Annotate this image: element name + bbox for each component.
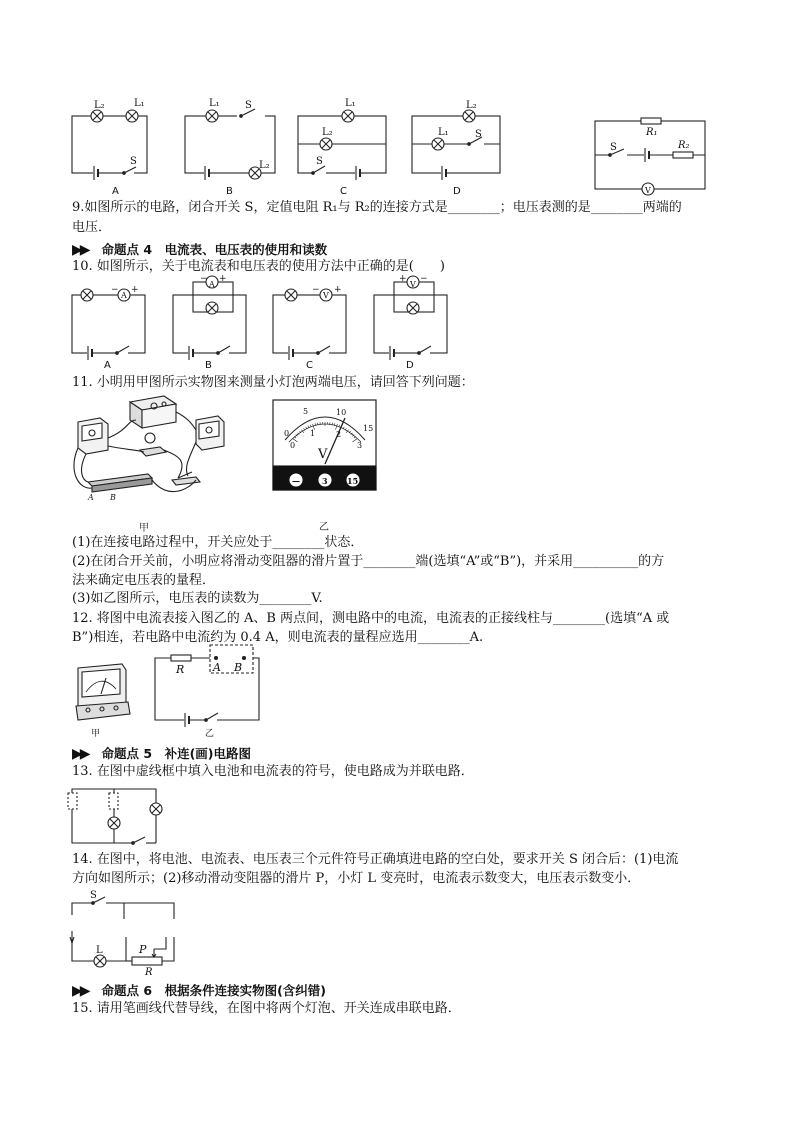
q10d-voltmeter-label: V xyxy=(410,280,416,289)
meter-inner-tick-2: 2 xyxy=(336,430,342,439)
q14-p-label: P xyxy=(139,943,147,956)
q10-question: 10. 如图所示，关于电流表和电压表的使用方法中正确的是( ) xyxy=(72,259,445,274)
q12-r-label: R xyxy=(176,663,185,676)
section-6-title: 命题点 6 根据条件连接实物图(含纠错) xyxy=(101,983,327,998)
chevron-right-icon: ▶▶ xyxy=(72,242,88,258)
q8d-l2-label: L₂ xyxy=(466,100,477,111)
q10c-plus: + xyxy=(334,285,342,295)
q10-circuit-d xyxy=(374,282,454,356)
meter-outer-zero: 0 xyxy=(284,429,290,438)
q11-figure-jia-caption: 甲 xyxy=(139,523,149,534)
q13-circuit xyxy=(72,785,162,850)
section-6-heading xyxy=(72,981,326,999)
meter-top-tick-5: 5 xyxy=(303,407,309,416)
q9-r2-label: R₂ xyxy=(678,140,690,151)
meter-inner-tick-3: 3 xyxy=(357,441,363,450)
q8c-l2-label: L₂ xyxy=(322,127,333,138)
section-5-title: 命题点 5 补连(画)电路图 xyxy=(101,746,252,761)
q8c-s-label: S xyxy=(316,156,323,167)
q8a-s-label: S xyxy=(130,156,137,167)
q10c-voltmeter-label: V xyxy=(323,291,329,300)
q8-option-b: B xyxy=(226,186,233,197)
q12-circuit xyxy=(155,655,265,725)
q8d-s-label: S xyxy=(475,129,482,140)
q10-circuit-b xyxy=(173,282,253,356)
q11-apparatus-figure xyxy=(68,390,228,515)
q8-circuit-a xyxy=(72,100,162,185)
q8-option-c: C xyxy=(340,186,347,197)
q14-l-label: L xyxy=(96,945,103,956)
meter-terminal-15: 15 xyxy=(347,476,359,486)
q10d-minus: − xyxy=(420,274,428,284)
q10d-plus: + xyxy=(399,274,407,284)
meter-unit-label: V xyxy=(318,447,328,462)
q9-question-line1: 9.如图所示的电路，闭合开关 S，定值电阻 R₁与 R₂的连接方式是________；电压表测的是________两端的 xyxy=(72,200,682,215)
q10a-plus: + xyxy=(131,285,139,295)
q8b-s-label: S xyxy=(245,100,252,111)
q11-part-2-line1: (2)在闭合开关前，小明应将滑动变阻器的滑片置于________端(选填“A”或“B”)，并采用__________的方 xyxy=(72,554,665,569)
chevron-right-icon: ▶▶ xyxy=(72,983,88,999)
q12-question-line2: B”)相连，若电路中电流约为 0.4 A，则电流表的量程应选用________A. xyxy=(72,630,484,645)
q14-r-label: R xyxy=(145,967,153,978)
q8a-l2-label: L₂ xyxy=(94,100,105,111)
meter-side-tick-15: 15 xyxy=(363,424,374,433)
q8b-l1-label: L₁ xyxy=(209,98,220,109)
q8d-l1-label: L₁ xyxy=(438,127,449,138)
q11-part-3: (3)如乙图所示，电压表的读数为________V. xyxy=(72,591,323,606)
q12-b-label: B xyxy=(234,661,243,674)
q8-circuit-d xyxy=(412,100,502,185)
q10c-minus: − xyxy=(312,285,320,295)
meter-inner-tick-1: 1 xyxy=(310,429,316,438)
q8-option-d: D xyxy=(453,186,461,197)
q14-circuit xyxy=(72,893,182,973)
q11-figure-yi-caption: 乙 xyxy=(319,522,329,533)
q10a-minus: − xyxy=(111,285,119,295)
q10b-minus: − xyxy=(200,274,208,284)
q12-figure-jia-caption: 甲 xyxy=(91,729,101,739)
q9-voltmeter-label: V xyxy=(645,186,651,195)
q8-circuit-c xyxy=(298,100,388,185)
q12-question-line1: 12. 将图中电流表接入图乙的 A、B 两点间，测电路中的电流，电流表的正接线柱与________(选填“A 或 xyxy=(72,611,670,626)
meter-inner-tick-0: 0 xyxy=(290,441,296,450)
q14-question-line2: 方向如图所示；(2)移动滑动变阻器的滑片 P，小灯 L 变亮时，电流表示数变大，电压表示数变小． xyxy=(72,871,641,886)
q9-s-label: S xyxy=(610,142,617,153)
meter-top-tick-10: 10 xyxy=(336,408,347,417)
q8a-l1-label: L₁ xyxy=(134,98,145,109)
q15-question: 15. 请用笔画线代替导线，在图中将两个灯泡、开关连成串联电路． xyxy=(72,1001,461,1016)
section-4-title: 命题点 4 电流表、电压表的使用和读数 xyxy=(101,242,328,257)
section-5-heading xyxy=(72,744,251,762)
q14-question-line1: 14. 在图中，将电池、电流表、电压表三个元件符号正确填进电路的空白处，要求开关 S 闭合后：(1)电流 xyxy=(72,852,679,867)
svg-text:A: A xyxy=(88,493,94,502)
q11-part-1: (1)在连接电路过程中，开关应处于________状态． xyxy=(72,535,364,550)
q10b-plus: + xyxy=(219,274,227,284)
q10a-ammeter-label: A xyxy=(121,291,127,300)
q11-question: 11. 小明用甲图所示实物图来测量小灯泡两端电压，请回答下列问题： xyxy=(72,375,474,390)
q10b-ammeter-label: A xyxy=(209,280,215,289)
meter-terminal-negative: — xyxy=(292,476,300,486)
q8b-l2-label: L₂ xyxy=(259,160,270,171)
svg-text:B: B xyxy=(110,493,116,502)
q8-option-a: A xyxy=(112,186,119,197)
chevron-right-icon: ▶▶ xyxy=(72,746,88,762)
q12-a-label: A xyxy=(213,661,221,674)
q11-part-2-line2: 法来确定电压表的量程． xyxy=(72,573,216,588)
meter-terminal-3: 3 xyxy=(322,476,328,486)
q12-figure-yi-caption: 乙 xyxy=(205,729,215,739)
q13-question: 13. 在图中虚线框中填入电池和电流表的符号，使电路成为并联电路． xyxy=(72,764,474,779)
q10-option-c: C xyxy=(306,360,313,371)
section-4-heading xyxy=(72,240,327,258)
q9-question-line2: 电压． xyxy=(72,220,112,235)
q14-s-label: S xyxy=(90,890,97,901)
q10-option-b: B xyxy=(205,360,212,371)
q10-option-a: A xyxy=(104,360,111,371)
q8c-l1-label: L₁ xyxy=(345,98,356,109)
q10-option-d: D xyxy=(406,360,414,371)
q9-r1-label: R₁ xyxy=(646,127,658,138)
q12-ammeter-figure xyxy=(72,664,132,724)
